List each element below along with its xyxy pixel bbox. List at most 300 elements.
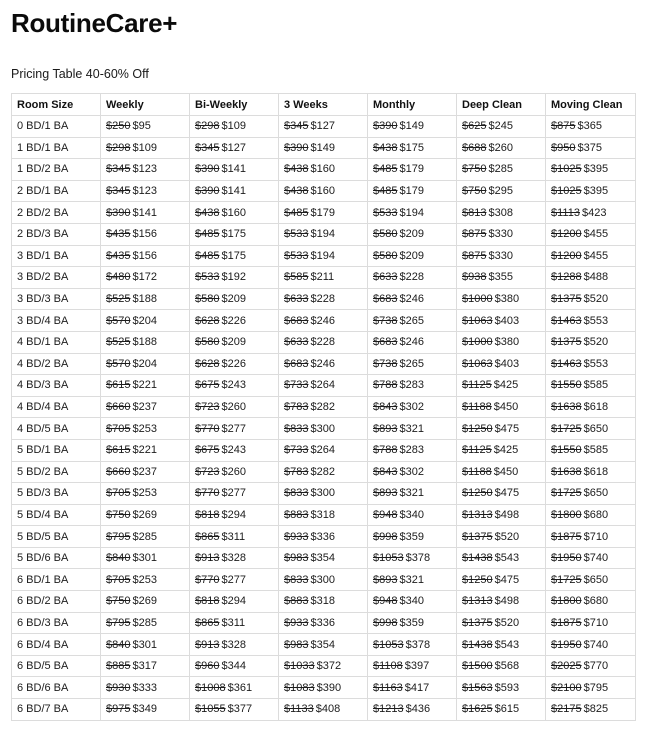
discounted-price: $228	[310, 293, 335, 306]
price-cell-bi-weekly	[190, 353, 279, 375]
price-cell-monthly	[368, 310, 457, 332]
original-price: $893	[373, 422, 398, 435]
original-price: $480	[106, 271, 131, 284]
original-price: $1375	[551, 293, 582, 306]
original-price: $438	[284, 185, 309, 198]
original-price: $1463	[551, 357, 582, 370]
original-price: $705	[106, 573, 131, 586]
original-price: $580	[195, 336, 220, 349]
room-size-cell: 3 BD/4 BA	[12, 310, 101, 332]
discounted-price: $156	[132, 228, 157, 241]
price-cell-moving-clean	[546, 526, 636, 548]
original-price: $770	[195, 573, 220, 586]
original-price: $1108	[373, 660, 403, 673]
price-cell-bi-weekly	[190, 288, 279, 310]
discounted-price: $160	[310, 185, 335, 198]
original-price: $525	[106, 336, 131, 349]
discounted-price: $318	[310, 595, 335, 608]
price-cell-bi-weekly	[190, 439, 279, 461]
price-cell-monthly	[368, 396, 457, 418]
original-price: $628	[195, 314, 220, 327]
original-price: $733	[284, 444, 309, 457]
discounted-price: $397	[404, 660, 430, 673]
price-cell-monthly	[368, 180, 457, 202]
table-header-row	[12, 94, 636, 116]
price-cell-deep-clean	[457, 180, 546, 202]
original-price: $2100	[551, 681, 582, 694]
discounted-price: $553	[583, 357, 609, 370]
discounted-price: $295	[488, 185, 513, 198]
table-row	[12, 353, 636, 375]
original-price: $580	[373, 228, 398, 241]
original-price: $930	[106, 681, 131, 694]
header-3-weeks: 3 Weeks	[279, 94, 368, 116]
price-cell-3-weeks	[279, 526, 368, 548]
discounted-price: $321	[399, 573, 424, 586]
discounted-price: $265	[399, 314, 424, 327]
discounted-price: $243	[221, 379, 246, 392]
discounted-price: $520	[583, 293, 609, 306]
discounted-price: $260	[488, 141, 513, 154]
room-size-cell: 2 BD/2 BA	[12, 202, 101, 224]
room-size-cell: 6 BD/6 BA	[12, 677, 101, 699]
discounted-price: $175	[221, 249, 246, 262]
price-cell-3-weeks	[279, 591, 368, 613]
original-price: $770	[195, 422, 220, 435]
price-cell-moving-clean	[546, 439, 636, 461]
room-size-cell: 3 BD/3 BA	[12, 288, 101, 310]
discounted-price: $378	[405, 638, 431, 651]
price-cell-moving-clean	[546, 288, 636, 310]
price-cell-weekly	[101, 116, 190, 138]
original-price: $795	[106, 530, 131, 543]
discounted-price: $475	[494, 487, 520, 500]
original-price: $818	[195, 595, 220, 608]
price-cell-monthly	[368, 267, 457, 289]
price-cell-weekly	[101, 547, 190, 569]
discounted-price: $141	[221, 163, 246, 176]
header-monthly: Monthly	[368, 94, 457, 116]
discounted-price: $302	[399, 401, 424, 414]
original-price: $948	[373, 595, 398, 608]
original-price: $1500	[462, 660, 493, 673]
discounted-price: $264	[310, 379, 335, 392]
original-price: $485	[373, 163, 398, 176]
discounted-price: $330	[488, 228, 513, 241]
discounted-price: $265	[399, 357, 424, 370]
discounted-price: $498	[494, 508, 520, 521]
price-cell-weekly	[101, 331, 190, 353]
original-price: $1025	[551, 163, 582, 176]
original-price: $1950	[551, 552, 582, 565]
discounted-price: $175	[221, 228, 246, 241]
price-cell-bi-weekly	[190, 223, 279, 245]
price-cell-deep-clean	[457, 655, 546, 677]
original-price: $390	[195, 163, 220, 176]
discounted-price: $141	[221, 185, 246, 198]
price-cell-weekly	[101, 245, 190, 267]
original-price: $485	[195, 228, 220, 241]
discounted-price: $455	[583, 249, 609, 262]
price-cell-bi-weekly	[190, 612, 279, 634]
original-price: $2175	[551, 703, 582, 716]
header-weekly: Weekly	[101, 94, 190, 116]
table-row	[12, 547, 636, 569]
discounted-price: $285	[132, 616, 157, 629]
original-price: $1625	[462, 703, 493, 716]
original-price: $345	[106, 185, 131, 198]
original-price: $675	[195, 444, 220, 457]
original-price: $1725	[551, 487, 582, 500]
original-price: $723	[195, 465, 220, 478]
original-price: $438	[195, 206, 220, 219]
table-row	[12, 591, 636, 613]
original-price: $1055	[195, 703, 226, 716]
original-price: $1800	[551, 508, 582, 521]
discounted-price: $277	[221, 422, 246, 435]
price-cell-moving-clean	[546, 245, 636, 267]
original-price: $750	[106, 508, 131, 521]
price-cell-deep-clean	[457, 331, 546, 353]
discounted-price: $475	[494, 422, 520, 435]
discounted-price: $408	[315, 703, 341, 716]
price-cell-3-weeks	[279, 504, 368, 526]
original-price: $533	[284, 228, 309, 241]
original-price: $485	[284, 206, 309, 219]
original-price: $1025	[551, 185, 582, 198]
discounted-price: $340	[399, 595, 424, 608]
original-price: $938	[462, 271, 487, 284]
original-price: $633	[284, 293, 309, 306]
original-price: $833	[284, 487, 309, 500]
price-cell-weekly	[101, 310, 190, 332]
price-cell-weekly	[101, 699, 190, 721]
price-cell-3-weeks	[279, 116, 368, 138]
price-cell-moving-clean	[546, 202, 636, 224]
room-size-cell: 6 BD/2 BA	[12, 591, 101, 613]
discounted-price: $269	[132, 595, 157, 608]
discounted-price: $488	[583, 271, 609, 284]
price-cell-3-weeks	[279, 418, 368, 440]
discounted-price: $253	[132, 573, 157, 586]
price-cell-bi-weekly	[190, 461, 279, 483]
original-price: $345	[284, 120, 309, 133]
discounted-price: $311	[221, 616, 246, 629]
price-cell-3-weeks	[279, 159, 368, 181]
original-price: $738	[373, 314, 398, 327]
price-cell-weekly	[101, 267, 190, 289]
original-price: $795	[106, 616, 131, 629]
price-cell-monthly	[368, 526, 457, 548]
price-cell-3-weeks	[279, 331, 368, 353]
discounted-price: $246	[399, 293, 424, 306]
header-room-size: Room Size	[12, 94, 101, 116]
table-row	[12, 677, 636, 699]
original-price: $813	[462, 206, 487, 219]
price-cell-monthly	[368, 634, 457, 656]
discounted-price: $188	[132, 293, 157, 306]
price-cell-moving-clean	[546, 137, 636, 159]
price-cell-bi-weekly	[190, 375, 279, 397]
original-price: $783	[284, 465, 309, 478]
price-cell-3-weeks	[279, 655, 368, 677]
room-size-cell: 4 BD/3 BA	[12, 375, 101, 397]
price-cell-monthly	[368, 677, 457, 699]
price-cell-moving-clean	[546, 396, 636, 418]
room-size-cell: 6 BD/5 BA	[12, 655, 101, 677]
discounted-price: $650	[583, 573, 609, 586]
room-size-cell: 2 BD/3 BA	[12, 223, 101, 245]
discounted-price: $277	[221, 573, 246, 586]
discounted-price: $260	[221, 465, 246, 478]
discounted-price: $194	[310, 249, 335, 262]
discounted-price: $127	[221, 141, 246, 154]
original-price: $1200	[551, 249, 582, 262]
pricing-table	[11, 93, 636, 721]
original-price: $1053	[373, 638, 404, 651]
discounted-price: $228	[399, 271, 424, 284]
discounted-price: $269	[132, 508, 157, 521]
price-cell-monthly	[368, 418, 457, 440]
room-size-cell: 5 BD/1 BA	[12, 439, 101, 461]
price-cell-3-weeks	[279, 137, 368, 159]
price-cell-monthly	[368, 331, 457, 353]
original-price: $875	[462, 228, 487, 241]
original-price: $570	[106, 357, 131, 370]
original-price: $533	[284, 249, 309, 262]
original-price: $788	[373, 444, 398, 457]
price-cell-moving-clean	[546, 375, 636, 397]
pricing-subtitle: Pricing Table 40-60% Off	[11, 67, 149, 81]
price-cell-monthly	[368, 116, 457, 138]
discounted-price: $179	[310, 206, 335, 219]
room-size-cell: 6 BD/4 BA	[12, 634, 101, 656]
table-row	[12, 526, 636, 548]
table-row	[12, 159, 636, 181]
price-cell-3-weeks	[279, 677, 368, 699]
discounted-price: $302	[399, 465, 424, 478]
discounted-price: $253	[132, 487, 157, 500]
original-price: $438	[373, 141, 398, 154]
original-price: $345	[106, 163, 131, 176]
original-price: $1125	[462, 444, 492, 457]
price-cell-deep-clean	[457, 504, 546, 526]
original-price: $580	[195, 293, 220, 306]
room-size-cell: 6 BD/1 BA	[12, 569, 101, 591]
discounted-price: $246	[399, 336, 424, 349]
original-price: $1053	[373, 552, 404, 565]
price-cell-weekly	[101, 202, 190, 224]
discounted-price: $330	[488, 249, 513, 262]
price-cell-moving-clean	[546, 547, 636, 569]
discounted-price: $277	[221, 487, 246, 500]
price-cell-bi-weekly	[190, 504, 279, 526]
discounted-price: $475	[494, 573, 520, 586]
price-cell-moving-clean	[546, 353, 636, 375]
original-price: $843	[373, 401, 398, 414]
original-price: $875	[462, 249, 487, 262]
price-cell-deep-clean	[457, 159, 546, 181]
discounted-price: $336	[310, 616, 335, 629]
original-price: $1200	[551, 228, 582, 241]
discounted-price: $423	[581, 206, 607, 219]
price-cell-weekly	[101, 418, 190, 440]
original-price: $345	[195, 141, 220, 154]
table-row	[12, 223, 636, 245]
price-cell-moving-clean	[546, 655, 636, 677]
original-price: $893	[373, 487, 398, 500]
original-price: $1250	[462, 573, 493, 586]
price-cell-bi-weekly	[190, 202, 279, 224]
price-cell-weekly	[101, 634, 190, 656]
price-cell-3-weeks	[279, 483, 368, 505]
discounted-price: $450	[493, 465, 519, 478]
price-cell-weekly	[101, 159, 190, 181]
price-cell-moving-clean	[546, 677, 636, 699]
price-cell-weekly	[101, 375, 190, 397]
price-cell-monthly	[368, 223, 457, 245]
discounted-price: $455	[583, 228, 609, 241]
price-cell-bi-weekly	[190, 634, 279, 656]
discounted-price: $149	[310, 141, 335, 154]
price-cell-monthly	[368, 612, 457, 634]
original-price: $615	[106, 444, 131, 457]
discounted-price: $680	[583, 508, 609, 521]
original-price: $1250	[462, 487, 493, 500]
table-row	[12, 461, 636, 483]
price-cell-3-weeks	[279, 223, 368, 245]
price-cell-3-weeks	[279, 612, 368, 634]
price-cell-weekly	[101, 396, 190, 418]
original-price: $750	[462, 163, 487, 176]
original-price: $1638	[551, 401, 582, 414]
original-price: $1550	[551, 444, 582, 457]
room-size-cell: 0 BD/1 BA	[12, 116, 101, 138]
original-price: $948	[373, 508, 398, 521]
price-cell-deep-clean	[457, 310, 546, 332]
price-cell-weekly	[101, 526, 190, 548]
price-cell-moving-clean	[546, 418, 636, 440]
discounted-price: $520	[494, 616, 520, 629]
original-price: $770	[195, 487, 220, 500]
price-cell-bi-weekly	[190, 331, 279, 353]
discounted-price: $395	[583, 163, 609, 176]
original-price: $840	[106, 638, 131, 651]
discounted-price: $650	[583, 422, 609, 435]
price-cell-moving-clean	[546, 699, 636, 721]
discounted-price: $615	[494, 703, 520, 716]
price-cell-3-weeks	[279, 310, 368, 332]
price-cell-deep-clean	[457, 439, 546, 461]
price-cell-deep-clean	[457, 353, 546, 375]
original-price: $1250	[462, 422, 493, 435]
original-price: $960	[195, 660, 220, 673]
discounted-price: $194	[399, 206, 424, 219]
discounted-price: $264	[310, 444, 335, 457]
discounted-price: $209	[221, 293, 246, 306]
price-cell-deep-clean	[457, 267, 546, 289]
discounted-price: $520	[494, 530, 520, 543]
original-price: $865	[195, 530, 220, 543]
price-cell-bi-weekly	[190, 310, 279, 332]
discounted-price: $618	[583, 401, 609, 414]
original-price: $893	[373, 573, 398, 586]
original-price: $1133	[284, 703, 314, 716]
price-cell-weekly	[101, 461, 190, 483]
price-cell-moving-clean	[546, 483, 636, 505]
original-price: $998	[373, 530, 398, 543]
price-cell-monthly	[368, 245, 457, 267]
discounted-price: $156	[132, 249, 157, 262]
discounted-price: $340	[399, 508, 424, 521]
discounted-price: $543	[494, 552, 520, 565]
price-cell-deep-clean	[457, 591, 546, 613]
room-size-cell: 1 BD/2 BA	[12, 159, 101, 181]
price-cell-moving-clean	[546, 591, 636, 613]
discounted-price: $361	[227, 681, 253, 694]
room-size-cell: 5 BD/3 BA	[12, 483, 101, 505]
price-cell-weekly	[101, 353, 190, 375]
table-row	[12, 418, 636, 440]
original-price: $1113	[551, 206, 580, 219]
price-cell-deep-clean	[457, 677, 546, 699]
discounted-price: $585	[583, 444, 609, 457]
discounted-price: $179	[399, 185, 424, 198]
table-row	[12, 504, 636, 526]
original-price: $998	[373, 616, 398, 629]
discounted-price: $221	[132, 444, 157, 457]
price-cell-3-weeks	[279, 353, 368, 375]
original-price: $1375	[462, 530, 493, 543]
price-cell-moving-clean	[546, 612, 636, 634]
price-cell-3-weeks	[279, 245, 368, 267]
price-cell-monthly	[368, 591, 457, 613]
original-price: $615	[106, 379, 131, 392]
discounted-price: $175	[399, 141, 424, 154]
price-cell-bi-weekly	[190, 159, 279, 181]
price-cell-moving-clean	[546, 267, 636, 289]
price-cell-bi-weekly	[190, 526, 279, 548]
brand-title: RoutineCare+	[11, 8, 178, 38]
discounted-price: $317	[132, 660, 157, 673]
discounted-price: $498	[494, 595, 520, 608]
original-price: $298	[106, 141, 131, 154]
discounted-price: $417	[404, 681, 430, 694]
price-cell-monthly	[368, 483, 457, 505]
price-cell-bi-weekly	[190, 396, 279, 418]
table-row	[12, 288, 636, 310]
table-row	[12, 569, 636, 591]
original-price: $933	[284, 616, 309, 629]
original-price: $1000	[462, 336, 493, 349]
price-cell-monthly	[368, 353, 457, 375]
original-price: $983	[284, 638, 309, 651]
price-cell-moving-clean	[546, 504, 636, 526]
discounted-price: $378	[405, 552, 431, 565]
original-price: $705	[106, 487, 131, 500]
price-cell-3-weeks	[279, 202, 368, 224]
original-price: $485	[195, 249, 220, 262]
table-row	[12, 137, 636, 159]
price-cell-weekly	[101, 180, 190, 202]
discounted-price: $568	[494, 660, 520, 673]
original-price: $1638	[551, 465, 582, 478]
original-price: $1288	[551, 271, 582, 284]
table-row	[12, 375, 636, 397]
discounted-price: $308	[488, 206, 513, 219]
price-cell-deep-clean	[457, 116, 546, 138]
price-cell-deep-clean	[457, 526, 546, 548]
